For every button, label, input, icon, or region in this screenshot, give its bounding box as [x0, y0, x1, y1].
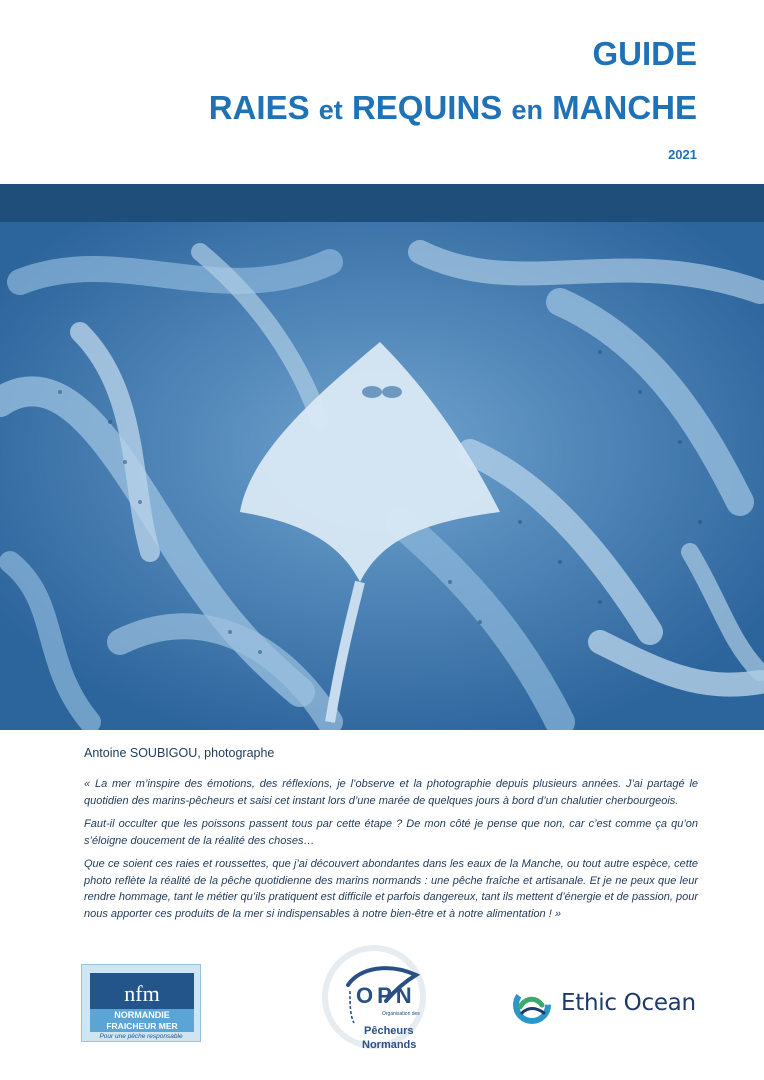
- nfm-logo-banner: [90, 973, 194, 1009]
- fish-catch-illustration: [0, 222, 764, 730]
- title-block: [209, 34, 697, 130]
- fish-catch-photo: [0, 222, 764, 730]
- photo-credit: Antoine SOUBIGOU, photographe: [84, 746, 275, 760]
- opn-logo-org: Organisation des: [382, 1011, 420, 1017]
- nfm-logo-tagline: Pour une pêche responsable: [99, 1033, 183, 1040]
- publication-year: 2021: [668, 147, 697, 162]
- title-manche: MANCHE: [552, 89, 697, 126]
- ethic-ocean-logo: [512, 985, 702, 1025]
- opn-logo-line2: Normands: [362, 1039, 417, 1051]
- nfm-logo-line1: NORMANDIE: [90, 1009, 194, 1021]
- title-et: et: [318, 95, 343, 125]
- title-en: en: [511, 95, 543, 125]
- title-subject: [209, 88, 697, 130]
- opn-logo-mark: OPN: [356, 983, 416, 1008]
- title-requins: REQUINS: [351, 89, 503, 126]
- title-raies: RAIES: [208, 89, 310, 126]
- wave-circle-icon: [512, 985, 552, 1025]
- nfm-logo-line2: FRAICHEUR MER: [90, 1021, 194, 1032]
- opn-logo-line1: Pêcheurs: [364, 1025, 414, 1037]
- header-band: [0, 184, 764, 222]
- ethic-ocean-name: Ethic Ocean: [561, 990, 696, 1016]
- title-guide: GUIDE: [592, 35, 697, 72]
- quote-paragraph: Que ce soient ces raies et roussettes, que j’ai découvert abondantes dans les eaux de la Manche, ou tout autre espèce, cette photo reflète la réalité de la pêche quotidienne des marins normands : une pêche fraîche et artisanale. Et je ne peux que leur rendre hommage, tant le métier qu’ils pratiquent est difficile et parfois dangereux, tant ils mettent d’énergie et de passion, pour nous apporter ces produits de la mer si indispensables à notre bien-être et à notre alimentation ! »: [84, 858, 698, 920]
- photographer-quote: [84, 776, 698, 929]
- nfm-logo: [81, 964, 201, 1042]
- nfm-logo-mark: nfm: [124, 981, 160, 1006]
- quote-paragraph: Faut-il occulter que les poissons passent tous par cette étape ? De mon côté je pense que non, car c’est comme ça qu’on s’éloigne doucement de la réalité des choses…: [84, 818, 698, 847]
- quote-paragraph: « La mer m’inspire des émotions, des réflexions, je l’observe et la photographie depuis plusieurs années. J’ai partagé le quotidien des marins-pêcheurs et saisi cet instant lors d’une marée de quelques jours à bord d’un chalutier cherbourgeois.: [84, 778, 698, 807]
- opn-logo: [320, 945, 440, 1057]
